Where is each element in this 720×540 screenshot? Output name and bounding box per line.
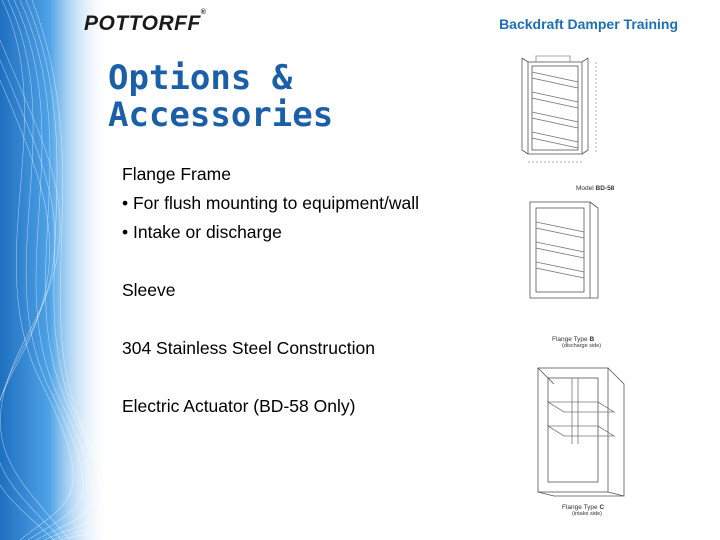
caption-model-bd58: Model BD-58: [576, 185, 615, 192]
item-sleeve: Sleeve: [122, 280, 176, 300]
bullet-intake-discharge: • Intake or discharge: [122, 222, 282, 242]
caption-flange-type-c: Flange Type C (intake side): [562, 504, 605, 517]
damper-flange-type-b-drawing: [526, 198, 602, 302]
slide-title-line-2: Accessories: [108, 95, 334, 135]
pottorff-logo: POTTORFF®: [84, 9, 207, 35]
slide-title-line-1: Options &: [108, 58, 293, 98]
item-flange-frame: Flange Frame: [122, 164, 231, 184]
item-electric-actuator: Electric Actuator (BD-58 Only): [122, 396, 356, 416]
header-title: Backdraft Damper Training: [499, 16, 678, 32]
decorative-wave-graphic: [0, 0, 110, 540]
damper-flange-type-c-drawing: [534, 364, 634, 500]
damper-bd58-drawing: [510, 52, 606, 172]
item-stainless-steel: 304 Stainless Steel Construction: [122, 338, 375, 358]
bullet-flush-mounting: • For flush mounting to equipment/wall: [122, 193, 419, 213]
caption-flange-type-b: Flange Type B (discharge side): [552, 336, 602, 349]
slide-title: [108, 60, 333, 134]
slide-body: [122, 160, 512, 421]
